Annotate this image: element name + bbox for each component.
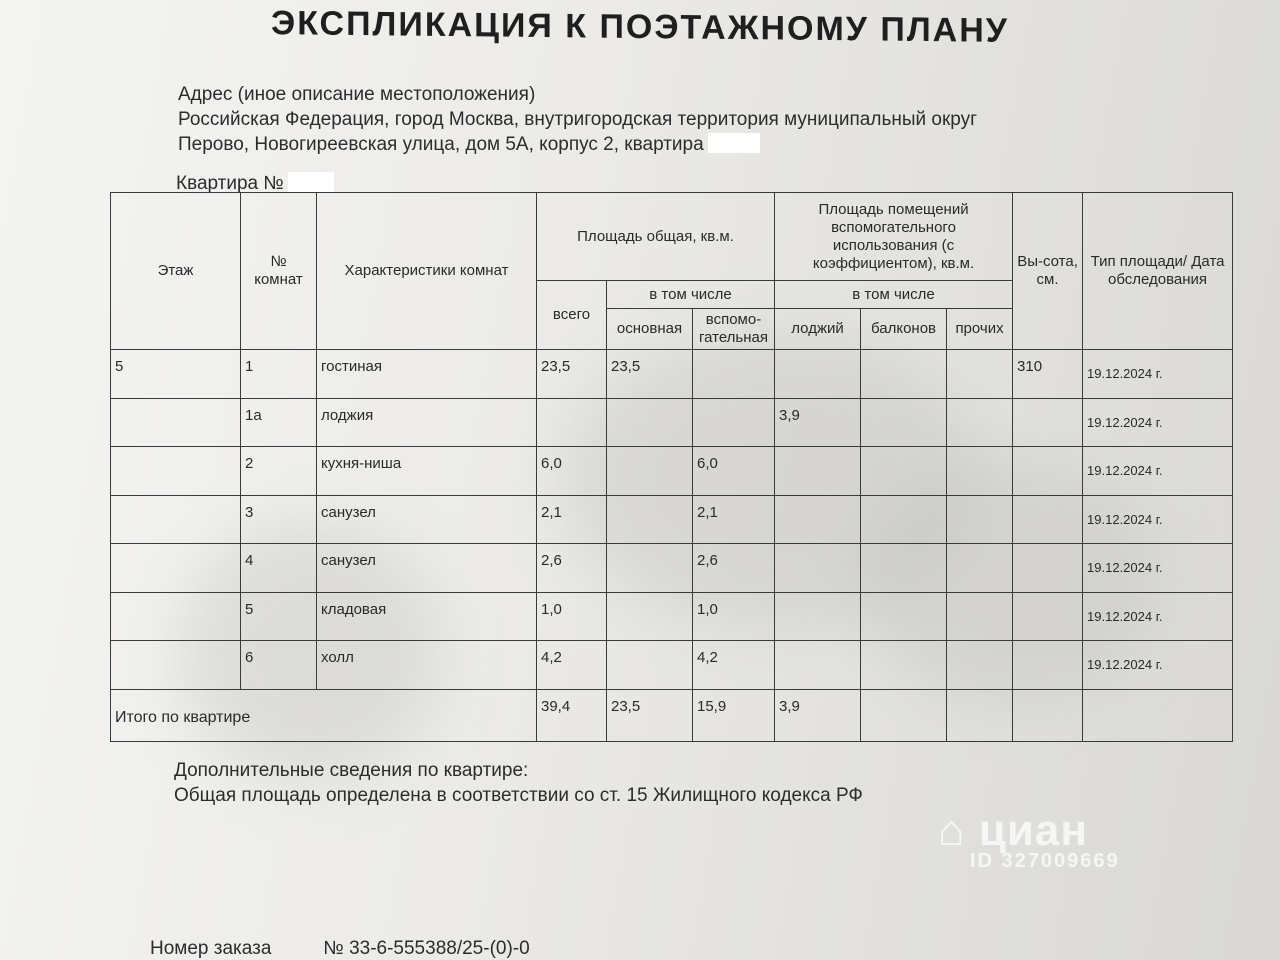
cell-main [607,447,693,496]
cell-loggia [775,495,861,544]
cell-name: кухня-ниша [317,447,537,496]
cell-no: 6 [241,641,317,690]
cell-floor [111,544,241,593]
header-aux: вспомо-гательная [693,309,775,350]
totals-total: 39,4 [537,690,607,742]
cell-name: кладовая [317,592,537,641]
totals-main: 23,5 [607,690,693,742]
cell-main [607,544,693,593]
cell-date: 19.12.2024 г. [1083,641,1233,690]
cell-height [1013,495,1083,544]
cell-loggia [775,447,861,496]
cell-floor [111,592,241,641]
header-other: прочих [947,309,1013,350]
cell-loggia [775,641,861,690]
order-number [150,938,530,960]
cell-height: 310 [1013,350,1083,399]
totals-balcony [861,690,947,742]
totals-date [1083,690,1233,742]
cell-other [947,447,1013,496]
cell-no: 1а [241,398,317,447]
header-floor: Этаж [111,193,241,350]
explication-table [110,192,1233,742]
cell-date: 19.12.2024 г. [1083,398,1233,447]
totals-row [111,690,1233,742]
cian-watermark [938,806,1120,873]
cell-height [1013,398,1083,447]
totals-aux: 15,9 [693,690,775,742]
cell-total: 6,0 [537,447,607,496]
header-main: основная [607,309,693,350]
cell-date: 19.12.2024 г. [1083,495,1233,544]
header-height: Вы-сота, см. [1013,193,1083,350]
cell-balcony [861,398,947,447]
header-total: всего [537,281,607,350]
header-aux-area: Площадь помещений вспомогательного использования (с коэффициентом), кв.м. [775,193,1013,281]
cell-no: 1 [241,350,317,399]
cell-floor [111,447,241,496]
cell-name: гостиная [317,350,537,399]
cell-aux [693,350,775,399]
cell-other [947,495,1013,544]
cell-height [1013,544,1083,593]
header-room-desc: Характеристики комнат [317,193,537,350]
cell-other [947,544,1013,593]
cell-date: 19.12.2024 г. [1083,544,1233,593]
cell-main [607,495,693,544]
extra-info-text: Общая площадь определена в соответствии со ст. 15 Жилищного кодекса РФ [174,785,863,806]
cell-floor [111,641,241,690]
cell-loggia [775,592,861,641]
cell-balcony [861,592,947,641]
header-room-no: № комнат [241,193,317,350]
cell-height [1013,447,1083,496]
cell-floor [111,495,241,544]
cell-date: 19.12.2024 г. [1083,350,1233,399]
cell-balcony [861,447,947,496]
header-balcony: балконов [861,309,947,350]
cell-aux: 2,6 [693,544,775,593]
cell-loggia [775,544,861,593]
cell-floor [111,398,241,447]
cell-name: санузел [317,544,537,593]
cell-main [607,641,693,690]
cell-other [947,350,1013,399]
cell-balcony [861,544,947,593]
address-line-1: Российская Федерация, город Москва, внутригородская территория муниципальный округ [178,109,978,130]
table-row [111,544,1233,593]
cell-aux: 4,2 [693,641,775,690]
cell-other [947,398,1013,447]
cell-loggia: 3,9 [775,398,861,447]
cell-total [537,398,607,447]
cell-aux: 2,1 [693,495,775,544]
cell-total: 4,2 [537,641,607,690]
cell-total: 23,5 [537,350,607,399]
table-row [111,398,1233,447]
cell-total: 2,1 [537,495,607,544]
cell-no: 5 [241,592,317,641]
cell-total: 1,0 [537,592,607,641]
cell-main: 23,5 [607,350,693,399]
cell-aux: 1,0 [693,592,775,641]
cell-date: 19.12.2024 г. [1083,447,1233,496]
document-title: ЭКСПЛИКАЦИЯ К ПОЭТАЖНОМУ ПЛАНУ [271,4,1009,50]
header-loggia: лоджий [775,309,861,350]
table-row [111,592,1233,641]
totals-label: Итого по квартире [111,690,537,742]
header-area-total: Площадь общая, кв.м. [537,193,775,281]
cell-loggia [775,350,861,399]
table-row [111,495,1233,544]
cell-balcony [861,641,947,690]
cell-floor: 5 [111,350,241,399]
address-line-2: Перово, Новогиреевская улица, дом 5А, корпус 2, квартира [178,132,977,157]
cell-name: лоджия [317,398,537,447]
table-row [111,350,1233,399]
cell-name: холл [317,641,537,690]
cell-aux [693,398,775,447]
order-label: Номер заказа [150,938,272,959]
cell-balcony [861,495,947,544]
watermark-id: ID 327009669 [970,850,1120,872]
cell-total: 2,6 [537,544,607,593]
watermark-brand: ⌂ циан [938,806,1088,855]
totals-height [1013,690,1083,742]
cell-no: 2 [241,447,317,496]
address-block [178,82,977,157]
cell-main [607,592,693,641]
extra-info-label: Дополнительные сведения по квартире: [174,760,529,781]
cell-height [1013,641,1083,690]
table-row [111,641,1233,690]
order-value: № 33-6-555388/25-(0)-0 [323,938,530,959]
cell-other [947,592,1013,641]
cell-balcony [861,350,947,399]
extra-info [174,758,863,808]
cell-main [607,398,693,447]
cell-date: 19.12.2024 г. [1083,592,1233,641]
cell-name: санузел [317,495,537,544]
totals-loggia: 3,9 [775,690,861,742]
header-incl-2: в том числе [775,281,1013,309]
cell-other [947,641,1013,690]
cell-no: 3 [241,495,317,544]
header-type-date: Тип площади/ Дата обследования [1083,193,1233,350]
redacted-box [708,133,760,153]
totals-other [947,690,1013,742]
redacted-box [288,172,334,192]
cell-height [1013,592,1083,641]
cell-aux: 6,0 [693,447,775,496]
apartment-number: Квартира № [176,172,334,195]
cell-no: 4 [241,544,317,593]
address-label: Адрес (иное описание местоположения) [178,84,536,105]
header-incl: в том числе [607,281,775,309]
table-row [111,447,1233,496]
